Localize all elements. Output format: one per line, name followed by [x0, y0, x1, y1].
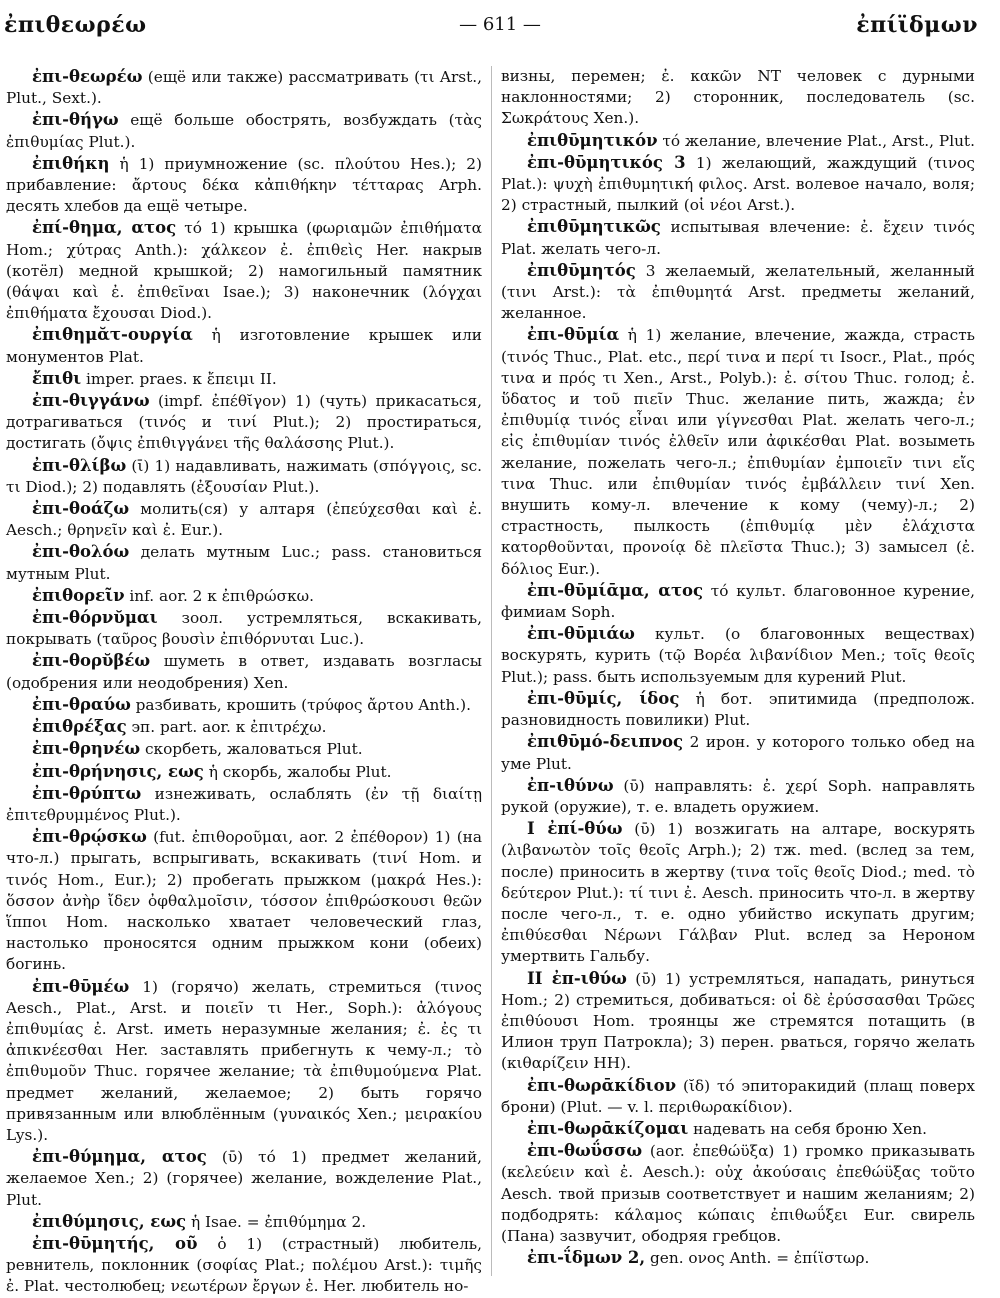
dictionary-entry [501, 731, 975, 774]
header-right-headword: ἐπίϊδμων [856, 12, 978, 38]
dictionary-entry [6, 1211, 482, 1233]
dictionary-entry [6, 498, 482, 541]
entry-headword: ἐπι-θρύπτω [32, 783, 142, 803]
dictionary-entry [501, 1075, 975, 1118]
entry-definition: (ещё или также) рассматривать (τι Arst., Plut., Sext.). [6, 68, 482, 108]
entry-headword: ἐπι-θῡμία [527, 325, 620, 345]
entry-headword: ἐπι-θολόω [32, 542, 130, 562]
entry-headword: ἐπιθῡμητικόν [527, 130, 658, 150]
dictionary-entry [501, 260, 975, 325]
dictionary-entry [6, 694, 482, 716]
dictionary-entry [6, 607, 482, 650]
dictionary-entry [501, 818, 975, 967]
entry-definition: визны, перемен; ἐ. κακῶν NT человек с дурными наклонностями; 2) сторонник, последователь (sc. Σωκράτους Xen.). [501, 67, 975, 128]
entry-headword: ἐπι-ΐδμων 2, [527, 1248, 646, 1268]
dictionary-entry [501, 324, 975, 579]
dictionary-entry [6, 761, 482, 783]
entry-definition: 1) (горячо) желать, стремиться (τινος Aesch., Plat., Arst. и ποιεῖν τι Her., Soph.): ἀλόγους ἐπιθυμίας ἐ. Arst. иметь неразумные желания; ἐ. ἐς τι ἀπικνέεσθαι Her. заставлять прибегнуть к чему-л.; τὸ ἐπιθυμοῦν Thuc. горячее желание; τὰ ἐπιθυμούμενα Plat. предмет желаний, желаемое; 2) быть горячо привязанным или влюблённым (γυναικός Xen.; μειρακίου Lys.). [6, 977, 482, 1144]
entry-definition: делать мутным Luc.; pass. становиться мутным Plut. [6, 543, 482, 583]
entry-headword: ἐπιθῡμητός [527, 260, 636, 280]
entry-headword: ἐπ-ιθύνω [527, 775, 614, 795]
page-number: — 611 — [459, 14, 541, 35]
entry-definition: (fut. ἐπιθοροῦμαι, aor. 2 ἐπέθορον) 1) (на что-л.) прыгать, вспрыгивать, вскакивать (τινί Hom. и τινός Hom., Eur.); 2) пробегать прыжком (μακρά Hes.): ὅσσον ἀνὴρ ἴδεν ὀφθαλμοῖσιν, τόσσον ἐπιθρώσκουσι θεῶν ἵπποι Hom. насколько хватает человеческий глаз, настолько проносятся одним прыжком кони (обеих) богинь. [6, 828, 482, 974]
dictionary-entry [501, 216, 975, 259]
dictionary-entry [501, 1140, 975, 1247]
entry-headword: ἔπιθι [32, 368, 82, 388]
dictionary-entry [6, 826, 482, 975]
entry-definition: ἡ 1) желание, влечение, жажда, страсть (τινός Thuc., Plat. etc., περί τινα и περί τι Isocr., Plat., πρός τινα и πρός τι Xen., Arst., Polyb.): ἐ. σίτου Thuc. голод; ἐ. ὕδατος и τοῦ πιεῖν Thuc. желание пить, жажда; ἐν ἐπιθυμίᾳ τινός εἶναι или γίγνεσθαι Plat. желать чего-л.; εἰς ἐπιθυμίαν τινός ἐλθεῖν или ἀφικέσθαι Plat. возыметь желание, пожелать чего-л.; ἐπιθυμίαν ἐμποιεῖν τινι εἴς τινα Thuc. или ἐπιθυμίαν τινός ἐμβάλλειν τινί Xen. внушить кому-л. влечение к кому (чему)-л.; 2) страстность, пылкость (ἐπιθυμίᾳ μὲν ἐλάχιστα κατορθοῦνται, προνοίᾳ δὲ πλεῖστα Thuc.); 3) замысел (ἐ. δόλιος Eur.). [501, 326, 975, 578]
dictionary-entry [6, 390, 482, 455]
dictionary-entry [6, 1146, 482, 1211]
entry-definition: ἡ Isae. = ἐπιθύμημα 2. [186, 1212, 367, 1231]
right-column [501, 66, 975, 1280]
dictionary-entry [6, 153, 482, 218]
entry-definition: τό культ. благовонное курение, фимиам Soph. [501, 581, 975, 622]
entry-definition: 2 ирон. у которого только обед на уме Plut. [501, 733, 975, 773]
dictionary-entry [501, 1247, 975, 1269]
entry-definition: надевать на себя броню Xen. [688, 1119, 928, 1138]
dictionary-entry [6, 716, 482, 738]
entry-definition: (ῑ) 1) надавливать, нажимать (σπόγγοις, sc. τι Diod.); 2) подавлять (ἐξουσίαν Plut.). [6, 456, 482, 496]
dictionary-entry [6, 109, 482, 152]
entry-definition: молить(ся) у алтаря (ἐπεύχεσθαι καὶ ἐ. Aesch.; θρηνεῖν καὶ ἐ. Eur.). [6, 500, 482, 540]
dictionary-entry [6, 1233, 482, 1298]
dictionary-entry [6, 541, 482, 584]
dictionary-entry [6, 783, 482, 826]
entry-definition: ещё больше обострять, возбуждать (τὰς ἐπιθυμίας Plut.). [6, 111, 482, 151]
entry-headword: ἐπι-θρῴσκω [32, 827, 147, 847]
dictionary-entry [6, 217, 482, 324]
entry-definition: зоол. устремляться, вскакивать, покрывать (ταῦρος βουσὶν ἐπιθόρνυται Luc.). [6, 609, 482, 649]
entry-definition: (aor. ἐπεθώϋξα) 1) громко приказывать (κελεύειν καὶ ἐ. Aesch.): οὐχ ἀκούσαις ἐπεθώϋξας τοῦτο Aesch. твой призыв соответствует и нашим желаниям; 2) подбодрять: κάλαμος κώπαις ἐπιθωΰξει Eur. свирель (Пана) зазвучит, ободряя гребцов. [501, 1142, 975, 1245]
dictionary-entry [501, 130, 975, 152]
column-divider [491, 66, 492, 1276]
dictionary-entry [501, 775, 975, 818]
entry-definition: (ῐδ) τό эпиторакидий (плащ поверх брони) (Plut. — v. l. περιθωρακίδιον). [501, 1076, 975, 1116]
entry-definition: (ῡ) τό 1) предмет желаний, желаемое Xen.; 2) (горячее) желание, вожделение Plat., Plut. [6, 1148, 483, 1209]
entry-definition: разбивать, крошить (τρύφος ἄρτου Anth.). [130, 695, 472, 714]
entry-headword: ἐπι-θωρᾱκίζομαι [527, 1118, 689, 1138]
entry-definition: шуметь в ответ, издавать возгласы (одобрения или неодобрения) Xen. [6, 652, 482, 692]
entry-headword: I ἐπί-θύω [527, 819, 623, 839]
dictionary-entry [6, 976, 482, 1147]
entry-headword: ἐπι-θῡμίᾱμα, ατος [527, 580, 704, 600]
entry-headword: ἐπι-θωΰσσω [527, 1141, 643, 1161]
entry-headword: ἐπι-θόρνῠμαι [32, 608, 158, 628]
dictionary-entry [6, 650, 482, 693]
dictionary-entry [6, 738, 482, 760]
entry-headword: ἐπιθῡμό-δειπνος [527, 732, 684, 752]
entry-headword: ἐπι-θῡμητικός 3 [527, 152, 686, 172]
dictionary-entry [501, 968, 975, 1075]
entry-headword: ἐπι-θοάζω [32, 499, 130, 519]
dictionary-entry [501, 152, 975, 217]
entry-headword: ἐπιθῡμητικῶς [527, 217, 661, 237]
entry-headword: ἐπι-θῡμέω [32, 976, 130, 996]
entry-headword: ἐπι-θεωρέω [32, 67, 143, 86]
entry-headword: ἐπι-θήγω [32, 110, 119, 130]
entry-definition: ὁ 1) (страстный) любитель, ревнитель, поклонник (σοφίας Plat.; πολέμου Arst.): τιμῆς ἐ. Plat. честолюбец; νεωτέρων ἔργων ἐ. Her. любитель но- [6, 1234, 482, 1296]
entry-definition: испытывая влечение: ἐ. ἔχειν τινός Plat. желать чего-л. [501, 218, 975, 258]
entry-definition: изнеживать, ослаблять (ἐν τῇ διαίτῃ ἐπιτεθρυμμένος Plut.). [6, 784, 482, 824]
entry-definition: ἡ 1) приумножение (sc. πλούτου Hes.); 2) прибавление: ἄρτους δέκα κἀπιθήκην τέτταρας Arph. десять хлебов да ещё четыре. [6, 154, 482, 216]
entry-definition: эп. part. aor. к ἐπιτρέχω. [126, 718, 327, 737]
entry-headword: ἐπι-θορῠβέω [32, 651, 151, 671]
dictionary-entry [501, 688, 975, 731]
entry-headword: ἐπιθήκη [32, 153, 110, 173]
entry-definition: скорбеть, жаловаться Plut. [140, 740, 363, 759]
entry-definition: τό желание, влечение Plat., Arst., Plut. [657, 131, 975, 150]
entry-definition: (ῡ) 1) возжигать на алтаре, воскурять (λιβανωτὸν τοῖς θεοῖς Arph.); 2) тж. med. (вслед за тем, после) приносить в жертву (τινα τοῖς θεοῖς Diod.; med. τὸ δεύτερον Plut.): τί τινι ἐ. Aesch. приносить что-л. в жертву после чего-л., т. е. одно убийство искупать другим; ἐπιθύεσθαι Νέρωνι Γάλβαν Plut. вслед за Нероном умертвить Гальбу. [501, 820, 975, 966]
entry-headword: ἐπι-θῡμιάω [527, 624, 635, 644]
header-left-headword: ἐπιθεωρέω [4, 12, 147, 38]
entry-definition: inf. aor. 2 к ἐπιθρώσκω. [124, 586, 314, 605]
entry-definition: ἡ скорбь, жалобы Plut. [203, 762, 392, 781]
entry-headword: ἐπι-θρηνέω [32, 739, 141, 759]
dictionary-entry [6, 585, 482, 607]
dictionary-entry [6, 324, 482, 367]
entry-headword: II ἐπ-ιθύω [527, 968, 627, 988]
entry-headword: ἐπιθύμησις, εως [32, 1211, 187, 1231]
entry-headword: ἐπιθημᾰτ-ουργία [32, 325, 193, 345]
entry-headword: ἐπι-θρήνησις, εως [32, 761, 204, 781]
dictionary-entry [501, 1118, 975, 1140]
dictionary-entry [501, 623, 975, 688]
entry-headword: ἐπιθρέξας [32, 717, 127, 737]
entry-headword: ἐπι-θύμημα, ατος [32, 1147, 207, 1167]
entry-definition: (ῡ) 1) устремляться, нападать, ринуться Hom.; 2) стремиться, добиваться: οἱ δὲ ἐρύσσασθαι Τρῶες ἐπιθύουσι Hom. троянцы же стремятся потащить (в Илион труп Патрокла); 3) перен. рваться, горячо желать (κιθαρίζειν HH). [501, 969, 975, 1073]
dictionary-entry [6, 66, 482, 109]
entry-definition: gen. ονος Anth. = ἐπίϊστωρ. [645, 1249, 870, 1268]
page-header [0, 0, 1000, 48]
entry-headword: ἐπί-θημα, ατος [32, 218, 177, 238]
entry-headword: ἐπι-θῡμίς, ίδος [527, 688, 680, 708]
entry-headword: ἐπι-θιγγάνω [32, 391, 150, 411]
entry-definition: ἡ изготовление крышек или монументов Plat. [6, 326, 482, 366]
dictionary-entry [501, 66, 975, 130]
entry-headword: ἐπι-θραύω [32, 694, 131, 714]
entry-definition: (impf. ἐπέθῐγον) 1) (чуть) прикасаться, дотрагиваться (τινός и τινί Plut.); 2) простираться, достигать (ὄψις ἐπιθιγγάνει τῆς θαλάσσης Plut.). [6, 392, 482, 453]
entry-headword: ἐπι-θλίβω [32, 455, 127, 475]
entry-definition: τό 1) крышка (φωριαμῶν ἐπιθήματα Hom.; χύτρας Anth.): χάλκεον ἐ. ἐπιθεὶς Her. накрыв (котёл) медной крышкой; 2) намогильный памятник (θάψαι καὶ ἐ. ἐπιθεῖναι Isae.); 3) наконечник (λόγχαι ἐπιθήματα ἔχουσαι Diod.). [6, 219, 482, 323]
entry-definition: 1) желающий, жаждущий (τινος Plat.): ψυχὴ ἐπιθυμητική φιλος. Arst. волевое начало, воля; 2) страстный, пылкий (οἱ νέοι Arst.). [501, 153, 976, 215]
dictionary-entry [6, 368, 482, 390]
dictionary-entry [6, 455, 482, 498]
entry-headword: ἐπιθορεῖν [32, 585, 125, 605]
entry-headword: ἐπι-θωρᾱκίδιον [527, 1075, 677, 1095]
entry-headword: ἐπι-θῡμητής, οῦ [32, 1233, 198, 1253]
entry-definition: 3 желаемый, желательный, желанный (τινι Arst.): τὰ ἐπιθυμητά Arst. предметы желаний, желанное. [501, 261, 975, 323]
entry-definition: ἡ бот. эпитимида (предполож. разновидность повилики) Plut. [501, 689, 975, 730]
entry-definition: (ῡ) направлять: ἐ. χερί Soph. направлять рукой (оружие), т. е. владеть оружием. [501, 776, 975, 816]
dictionary-entry [501, 580, 975, 623]
entry-definition: культ. (о благовонных веществах) воскурять, курить (τῷ Βορέα λιβανίδιον Men.; τοῖς θεοῖς Plut.); pass. быть используемым для курений Plut. [501, 625, 975, 686]
left-column [6, 66, 483, 1296]
entry-definition: imper. praes. к ἔπειμι II. [81, 369, 277, 388]
